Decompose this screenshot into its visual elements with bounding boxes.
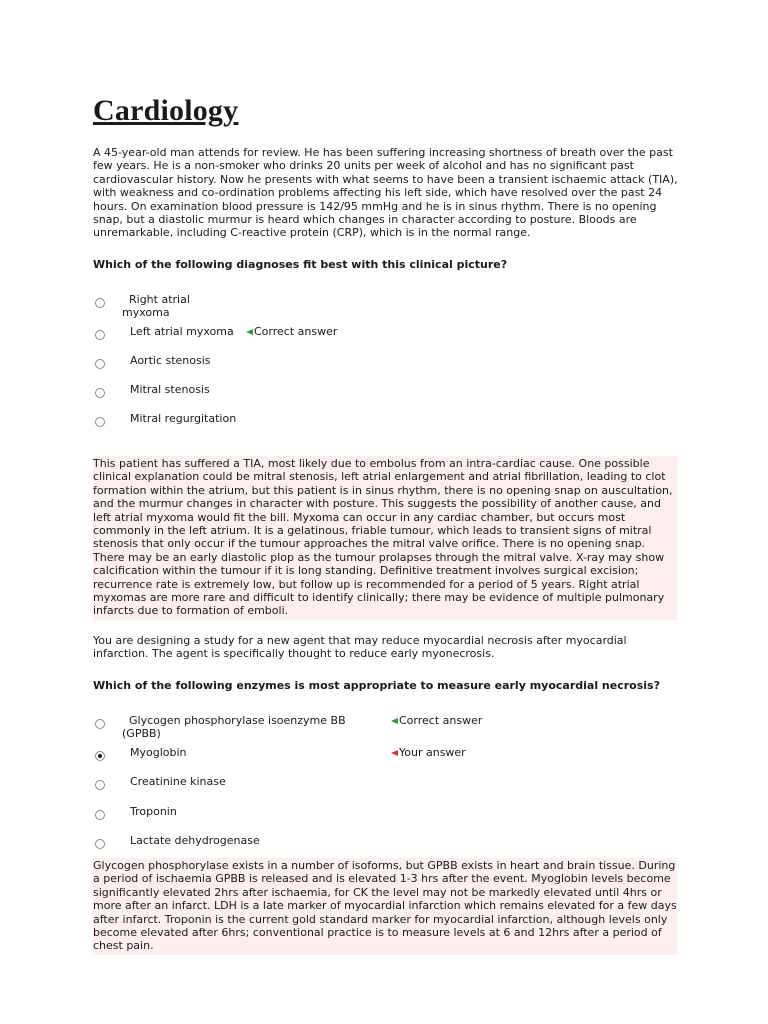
q2-option-1[interactable] bbox=[93, 714, 678, 740]
your-answer-marker: Your answer bbox=[391, 746, 466, 759]
q1-stem: A 45-year-old man attends for review. He has been suffering increasing shortness of breath over the past few years. He is a non-smoker who drinks 20 units per week of alcohol and has no significant past cardiovascular history. Now he presents with what seems to have been a transient ischaemic attack (TIA), with weakness and co-ordination problems affecting his left side, which have resolved over the past 24 hours. On examination blood pressure is 142/95 mmHg and he is in sinus rhythm. There is no opening snap, but a diastolic murmur is heard which changes in character according to posture. Bloods are unremarkable, including C-reactive protein (CRP), which is in the normal range. bbox=[93, 146, 678, 240]
radio-button[interactable] bbox=[95, 417, 105, 427]
option-label: Myoglobin bbox=[130, 746, 187, 759]
q1-question: Which of the following diagnoses fit best with this clinical picture? bbox=[93, 258, 508, 271]
radio-button[interactable] bbox=[95, 359, 105, 369]
your-answer-triangle-icon bbox=[391, 750, 398, 756]
radio-button-selected[interactable] bbox=[95, 751, 105, 761]
q2-option-2[interactable] bbox=[93, 746, 678, 772]
q1-option-2[interactable] bbox=[93, 325, 678, 351]
q2-option-5[interactable] bbox=[93, 834, 678, 860]
option-label: Lactate dehydrogenase bbox=[130, 834, 260, 847]
radio-button[interactable] bbox=[95, 780, 105, 790]
correct-answer-marker: Correct answer bbox=[391, 714, 482, 727]
radio-button[interactable] bbox=[95, 839, 105, 849]
option-label: Troponin bbox=[130, 805, 177, 818]
page-title: Cardiology bbox=[93, 94, 239, 127]
q2-stem: You are designing a study for a new agent that may reduce myocardial necrosis after myocardial infarction. The agent is specifically thought to reduce early myonecrosis. bbox=[93, 634, 627, 661]
q1-option-1[interactable] bbox=[93, 293, 678, 319]
option-label: Creatinine kinase bbox=[130, 775, 226, 788]
radio-button[interactable] bbox=[95, 388, 105, 398]
correct-answer-marker: Correct answer bbox=[246, 325, 337, 338]
radio-button[interactable] bbox=[95, 298, 105, 308]
radio-button[interactable] bbox=[95, 330, 105, 340]
radio-button[interactable] bbox=[95, 719, 105, 729]
q1-option-4[interactable] bbox=[93, 383, 678, 409]
correct-triangle-icon bbox=[246, 329, 253, 335]
q2-explanation: Glycogen phosphorylase exists in a number of isoforms, but GPBB exists in heart and brain tissue. During a period of ischaemia GPBB is released and is elevated 1-3 hrs after the event. Myoglobin levels become significantly elevated 2hrs after ischaemia, for CK the level may not be markedly elevated until 4hrs or more after an infarct. LDH is a late marker of myocardial infarction which remains elevated for a few days after infarct. Troponin is the current gold standard marker for myocardial infarction, although levels only become elevated after 6hrs; conventional practice is to measure levels at 6 and 12hrs after a period of chest pain. bbox=[93, 858, 677, 955]
q2-option-3[interactable] bbox=[93, 775, 678, 801]
q1-option-5[interactable] bbox=[93, 412, 678, 438]
option-label: Mitral stenosis bbox=[130, 383, 210, 396]
q1-explanation: This patient has suffered a TIA, most likely due to embolus from an intra-cardiac cause. One possible clinical explanation could be mitral stenosis, left atrial enlargement and atrial fibrillation, leading to clot formation within the atrium, but this patient is in sinus rhythm, there is no opening snap on auscultation, and the murmur changes in character with posture. This suggests the possibility of another cause, and left atrial myxoma would fit the bill. Myxoma can occur in any cardiac chamber, but occurs most commonly in the left atrium. It is a gelatinous, friable tumour, which leads to transient signs of mitral stenosis that only occur if the tumour approaches the mitral valve orifice. There is no opening snap. There may be an early diastolic plop as the tumour prolapses through the mitral valve. X-ray may show calcification within the tumour if it is long standing. Definitive treatment involves surgical excision; recurrence rate is extremely low, but follow up is recommended for a period of 5 years. Right atrial myxomas are more rare and difficult to identify clinically; there may be evidence of multiple pulmonary infarcts due to formation of emboli. bbox=[93, 456, 677, 620]
correct-triangle-icon bbox=[391, 718, 398, 724]
radio-button[interactable] bbox=[95, 810, 105, 820]
q2-option-4[interactable] bbox=[93, 805, 678, 831]
option-label: Left atrial myxoma bbox=[130, 325, 234, 338]
q2-question: Which of the following enzymes is most appropriate to measure early myocardial necrosis? bbox=[93, 679, 660, 692]
option-label: Glycogen phosphorylase isoenzyme BB (GPBB) bbox=[122, 714, 346, 740]
option-label: Mitral regurgitation bbox=[130, 412, 237, 425]
option-label: Right atrial myxoma bbox=[122, 293, 190, 319]
q1-option-3[interactable] bbox=[93, 354, 678, 380]
option-label: Aortic stenosis bbox=[130, 354, 211, 367]
